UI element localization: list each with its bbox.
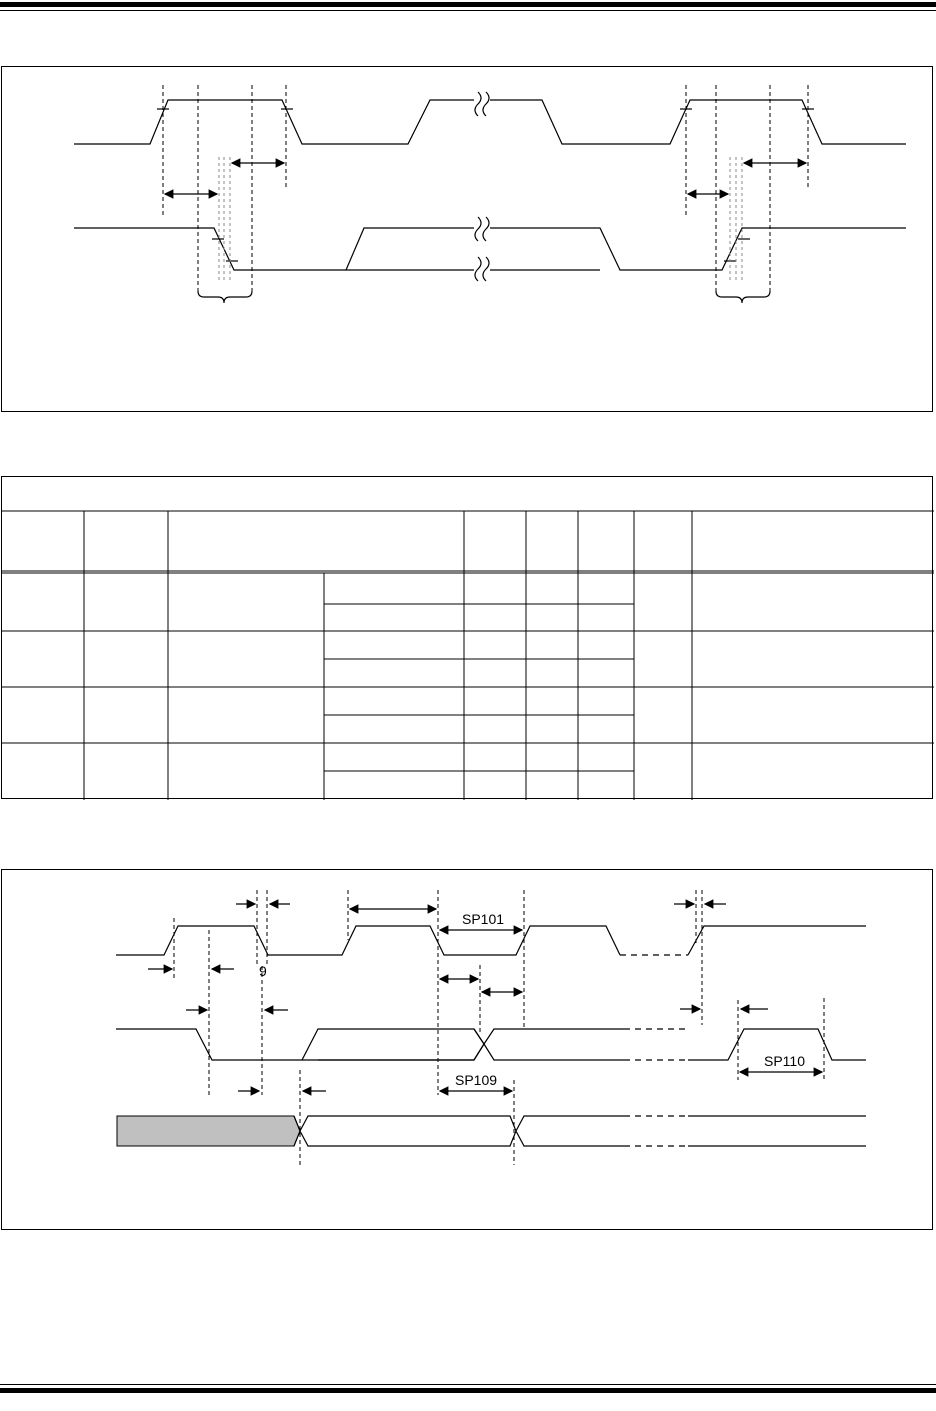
label-sp110: SP110 <box>764 1053 805 1069</box>
timing-diagram-2-svg <box>2 870 934 1231</box>
top-rule-thin <box>0 10 936 11</box>
timing-diagram-1 <box>1 66 933 412</box>
break-mark-lower-1 <box>475 217 489 241</box>
break-mark-upper <box>475 92 489 116</box>
select-waveform <box>116 1029 484 1060</box>
top-rule-thick <box>0 2 936 7</box>
waveform-lower <box>74 228 474 270</box>
label-sp101: SP101 <box>462 911 505 927</box>
timing-diagram-2 <box>1 869 933 1230</box>
shaded-invalid-region <box>117 1116 300 1146</box>
waveform-upper-cont <box>490 100 906 144</box>
clock-waveform <box>116 926 620 955</box>
label-sp109: SP109 <box>455 1072 498 1088</box>
waveform-lower-cont <box>490 228 906 270</box>
timing-diagram-1-svg <box>2 67 934 413</box>
waveform-upper <box>74 100 474 144</box>
bottom-rule-thin <box>0 1384 936 1385</box>
label-nine: 9 <box>259 963 267 979</box>
bottom-rule-thick <box>0 1388 936 1393</box>
timing-table-grid <box>2 477 934 800</box>
timing-table <box>1 476 933 799</box>
